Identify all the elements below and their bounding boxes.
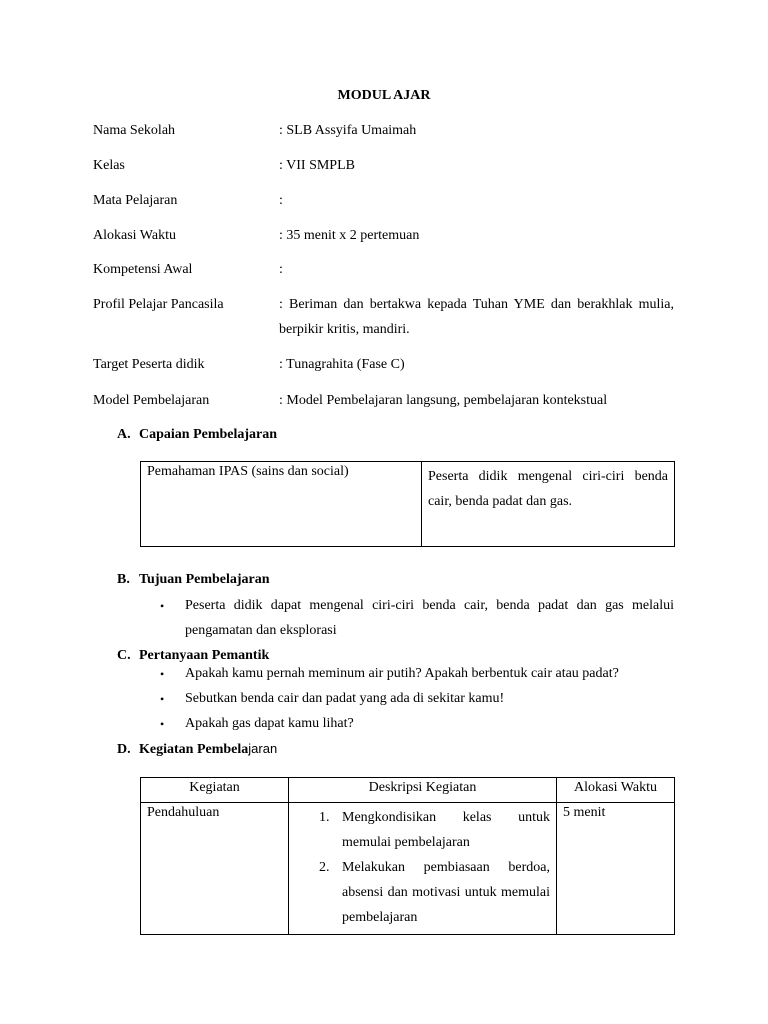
section-a-letter: A.	[117, 427, 131, 442]
section-b-letter: B.	[117, 572, 130, 587]
table-header-row	[141, 778, 675, 803]
table-row	[141, 462, 675, 547]
step-number: 2.	[319, 860, 330, 875]
tujuan-item: Peserta didik dapat mengenal ciri-ciri benda cair, benda padat dan gas melalui pengamatan dan eksplorasi	[185, 598, 674, 638]
section-c-heading	[117, 648, 269, 664]
cell-alokasi: 5 menit	[557, 803, 675, 935]
section-d-letter: D.	[117, 742, 131, 757]
info-value-kompetensi-awal: :	[279, 262, 283, 277]
pemantik-item-2: Sebutkan benda cair dan padat yang ada di sekitar kamu!	[185, 691, 505, 706]
bullet-icon: •	[160, 599, 165, 613]
info-label-target-peserta: Target Peserta didik	[93, 357, 205, 372]
cell-deskripsi	[289, 803, 557, 935]
list-item	[295, 805, 550, 855]
info-label-model-pembelajaran: Model Pembelajaran	[93, 393, 210, 408]
info-value-nama-sekolah: : SLB Assyifa Umaimah	[279, 123, 417, 138]
bullet-icon: •	[160, 717, 165, 731]
info-value-model-pembelajaran: : Model Pembelajaran langsung, pembelajaran kontekstual	[279, 393, 608, 408]
bullet-icon: •	[160, 667, 165, 681]
pemantik-item-3: Apakah gas dapat kamu lihat?	[185, 716, 354, 731]
info-value-mata-pelajaran: :	[279, 193, 283, 208]
info-label-alokasi-waktu: Alokasi Waktu	[93, 228, 176, 243]
bullet-icon: •	[160, 692, 165, 706]
info-label-mata-pelajaran: Mata Pelajaran	[93, 193, 178, 208]
capaian-cell-right: Peserta didik mengenal ciri-ciri benda cair, benda padat dan gas.	[422, 462, 675, 547]
kegiatan-table	[140, 777, 675, 935]
section-a-title: Capaian Pembelajaran	[139, 427, 278, 442]
info-label-nama-sekolah: Nama Sekolah	[93, 123, 176, 138]
section-a-heading	[117, 427, 277, 443]
info-label-kelas: Kelas	[93, 158, 125, 173]
section-b-title: Tujuan Pembelajaran	[139, 572, 270, 587]
header-kegiatan: Kegiatan	[141, 778, 289, 803]
info-label-profil-pelajar: Profil Pelajar Pancasila	[93, 297, 224, 312]
section-b-heading	[117, 572, 270, 588]
section-c-letter: C.	[117, 648, 131, 663]
info-value-target-peserta: : Tunagrahita (Fase C)	[279, 357, 405, 372]
info-label-kompetensi-awal: Kompetensi Awal	[93, 262, 193, 277]
header-alokasi: Alokasi Waktu	[557, 778, 675, 803]
section-d-title-rest: jaran	[248, 741, 278, 756]
step-text: Melakukan pembiasaan berdoa, absensi dan motivasi untuk memulai pembelajaran	[342, 860, 550, 925]
header-deskripsi: Deskripsi Kegiatan	[289, 778, 557, 803]
info-value-profil-pelajar: : Beriman dan bertakwa kepada Tuhan YME dan berakhlak mulia, berpikir kritis, mandiri.	[279, 297, 674, 337]
section-c-title: Pertanyaan Pemantik	[139, 648, 270, 663]
step-text: Mengkondisikan kelas untuk memulai pembelajaran	[342, 810, 550, 850]
step-number: 1.	[319, 810, 330, 825]
info-value-kelas: : VII SMPLB	[279, 158, 355, 173]
section-d-title-bold: Kegiatan Pembela	[139, 742, 249, 757]
pemantik-item-1: Apakah kamu pernah meminum air putih? Apakah berbentuk cair atau padat?	[185, 666, 619, 681]
deskripsi-steps	[295, 805, 550, 930]
capaian-cell-left: Pemahaman IPAS (sains dan social)	[141, 462, 422, 547]
capaian-table	[140, 461, 675, 547]
cell-kegiatan: Pendahuluan	[141, 803, 289, 935]
section-d-heading	[117, 741, 277, 758]
table-row	[141, 803, 675, 935]
list-item	[295, 855, 550, 930]
info-value-alokasi-waktu: : 35 menit x 2 pertemuan	[279, 228, 420, 243]
document-title: MODUL AJAR	[337, 88, 431, 103]
